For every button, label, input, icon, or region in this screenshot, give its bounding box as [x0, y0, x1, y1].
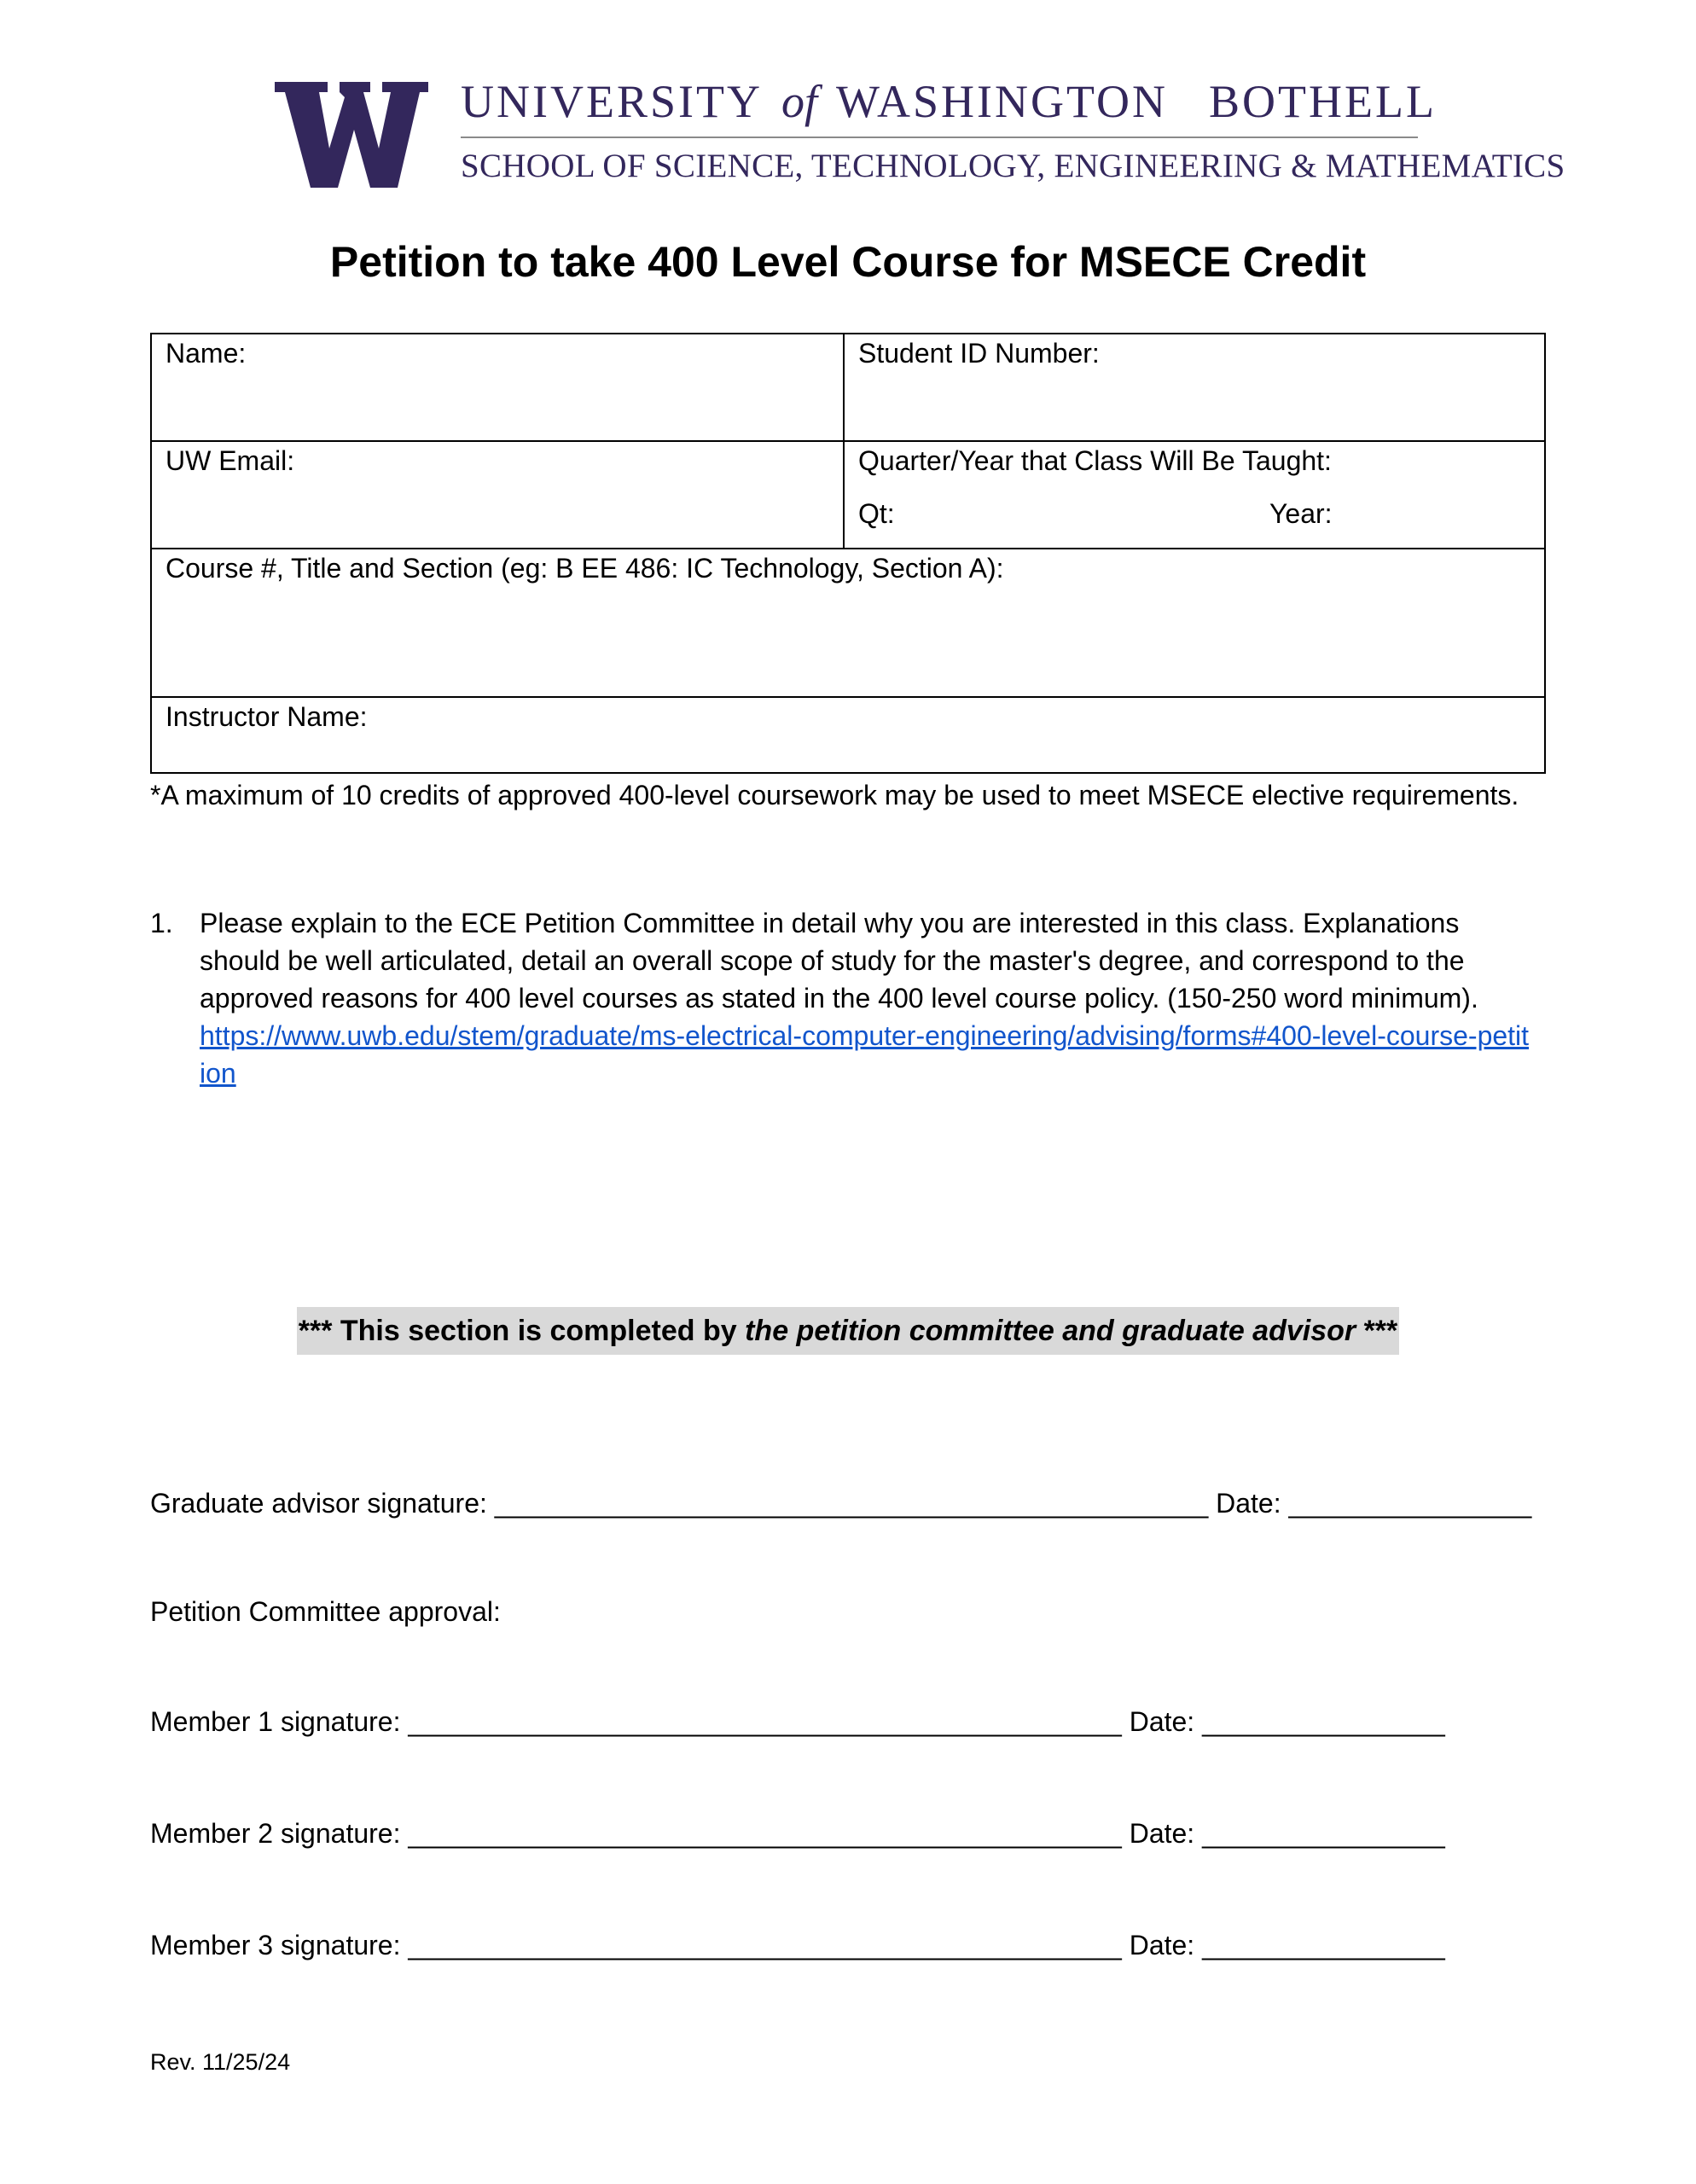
- header-rule: [461, 136, 1418, 138]
- committee-approval-label: Petition Committee approval:: [150, 1596, 501, 1627]
- credit-note: *A maximum of 10 credits of approved 400-level coursework may be used to meet MSECE elective requirements.: [150, 780, 1519, 810]
- university-word: UNIVERSITY: [461, 76, 763, 127]
- instructor-label: Instructor Name:: [166, 701, 368, 732]
- question-block: [200, 904, 1530, 1092]
- student-id-field[interactable]: [845, 334, 1544, 440]
- member1-signature-line[interactable]: Member 1 signature: _______________________________________________ Date: ________________: [150, 1706, 1445, 1737]
- name-field[interactable]: [152, 334, 843, 440]
- school-name: SCHOOL OF SCIENCE, TECHNOLOGY, ENGINEERING & MATHEMATICS: [461, 148, 1565, 184]
- revision-date: Rev. 11/25/24: [150, 2049, 291, 2075]
- banner-italic: the petition committee and graduate advisor: [745, 1315, 1356, 1347]
- email-field[interactable]: [152, 442, 843, 548]
- banner-highlight: [297, 1307, 1400, 1355]
- question-number: 1.: [150, 908, 173, 938]
- qt-label: Qt:: [858, 498, 895, 529]
- quarter-year-label: Quarter/Year that Class Will Be Taught:: [858, 445, 1332, 476]
- quarter-year-field[interactable]: [845, 442, 1544, 548]
- banner-suffix: ***: [1356, 1315, 1398, 1347]
- university-name: [461, 72, 1437, 131]
- washington-word: WASHINGTON: [836, 76, 1168, 127]
- petition-policy-link[interactable]: https://www.uwb.edu/stem/graduate/ms-electrical-computer-engineering/advising/forms#400-level-course-petition: [200, 1020, 1530, 1089]
- year-label: Year:: [1269, 498, 1333, 529]
- university-of: of: [781, 76, 817, 127]
- email-label: UW Email:: [166, 445, 295, 476]
- question-text: Please explain to the ECE Petition Committee in detail why you are interested in this class. Explanations should be well articulated, detail an overall scope of study for the master's degree, and correspond to the approved reasons for 400 level courses as stated in the 400 level course policy. (150-250 word minimum).: [200, 908, 1478, 1014]
- name-label: Name:: [166, 338, 247, 369]
- committee-section-banner: [0, 1307, 1696, 1355]
- student-id-label: Student ID Number:: [858, 338, 1100, 369]
- member2-signature-line[interactable]: Member 2 signature: _______________________________________________ Date: ________________: [150, 1818, 1445, 1849]
- campus-name: BOTHELL: [1209, 76, 1437, 127]
- course-label: Course #, Title and Section (eg: B EE 486: IC Technology, Section A):: [166, 553, 1004, 584]
- banner-prefix: *** This section is completed by: [298, 1315, 746, 1347]
- course-field[interactable]: [152, 549, 1544, 696]
- member3-signature-line[interactable]: Member 3 signature: _______________________________________________ Date: ________________: [150, 1930, 1445, 1960]
- petition-form-table: [150, 333, 1546, 774]
- advisor-signature-line[interactable]: Graduate advisor signature: _______________________________________________ Date: ________________: [150, 1488, 1532, 1519]
- uw-w-logo-icon: [275, 82, 428, 188]
- instructor-field[interactable]: [152, 698, 1544, 772]
- page-title: Petition to take 400 Level Course for MSECE Credit: [329, 238, 1367, 286]
